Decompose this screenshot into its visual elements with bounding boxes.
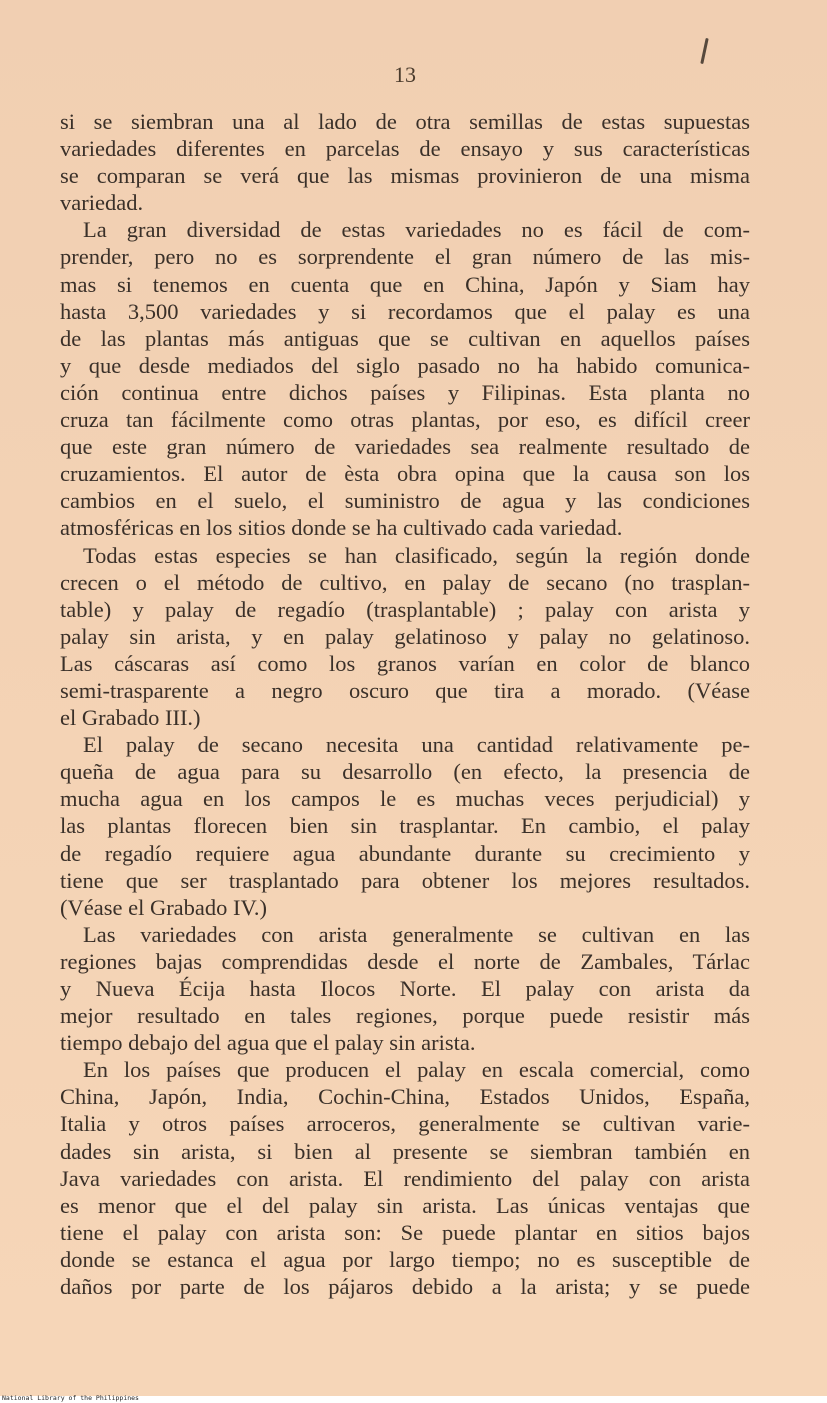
text-line: se comparan se verá que las mismas provinieron de una misma xyxy=(60,163,750,189)
text-line: hasta 3,500 variedades y si recordamos que el palay es una xyxy=(60,298,750,324)
text-line: que este gran número de variedades sea realmente resultado de xyxy=(60,434,750,460)
text-line: donde se estanca el agua por largo tiempo; no es susceptible de xyxy=(60,1246,750,1272)
text-line: ción continua entre dichos países y Filipinas. Esta planta no xyxy=(60,379,750,405)
text-line: Las cáscaras así como los granos varían en color de blanco xyxy=(60,650,750,676)
text-line: Java variedades con arista. El rendimiento del palay con arista xyxy=(60,1165,750,1191)
text-line: El palay de secano necesita una cantidad relativamente pe- xyxy=(83,732,750,758)
text-line: el Grabado III.) xyxy=(60,705,201,731)
body-text xyxy=(60,108,750,1300)
text-line: y que desde mediados del siglo pasado no ha habido comunica- xyxy=(60,352,750,378)
text-line: atmosféricas en los sitios donde se ha cultivado cada variedad. xyxy=(60,515,623,541)
text-line: regiones bajas comprendidas desde el norte de Zambales, Tárlac xyxy=(60,948,750,974)
text-line: queña de agua para su desarrollo (en efecto, la presencia de xyxy=(60,759,750,785)
text-line: cambios en el suelo, el suministro de agua y las condiciones xyxy=(60,488,750,514)
text-line: de las plantas más antiguas que se cultivan en aquellos países xyxy=(60,325,750,351)
text-line: tiene el palay con arista son: Se puede plantar en sitios bajos xyxy=(60,1219,750,1245)
text-line: En los países que producen el palay en escala comercial, como xyxy=(83,1057,750,1083)
page-number: 13 xyxy=(394,62,416,87)
text-line: semi-trasparente a negro oscuro que tira a morado. (Véase xyxy=(60,677,750,703)
text-line: las plantas florecen bien sin trasplantar. En cambio, el palay xyxy=(60,813,750,839)
text-line: mas si tenemos en cuenta que en China, Japón y Siam hay xyxy=(60,271,750,297)
text-line: palay sin arista, y en palay gelatinoso y palay no gelatinoso. xyxy=(60,623,750,649)
text-line: Todas estas especies se han clasificado, según la región donde xyxy=(83,542,750,568)
text-line: daños por parte de los pájaros debido a la arista; y se puede xyxy=(60,1274,750,1300)
library-credit: National Library of the Philippines xyxy=(2,1394,139,1402)
pencil-margin-mark xyxy=(700,38,708,64)
text-line: variedad. xyxy=(60,190,144,216)
text-line: crecen o el método de cultivo, en palay de secano (no trasplan- xyxy=(60,569,750,595)
text-line: si se siembran una al lado de otra semillas de estas supuestas xyxy=(60,109,750,134)
text-line: mucha agua en los campos le es muchas veces perjudicial) y xyxy=(60,786,750,812)
text-line: de regadío requiere agua abundante durante su crecimiento y xyxy=(60,840,750,866)
footer xyxy=(0,1396,827,1403)
text-line: (Véase el Grabado IV.) xyxy=(60,894,267,920)
text-line: variedades diferentes en parcelas de ensayo y sus características xyxy=(60,136,750,162)
text-line: La gran diversidad de estas variedades no es fácil de com- xyxy=(83,217,750,243)
text-line: y Nueva Écija hasta Ilocos Norte. El palay con arista da xyxy=(60,976,750,1001)
text-line: China, Japón, India, Cochin-China, Estados Unidos, España, xyxy=(60,1084,750,1110)
text-line: mejor resultado en tales regiones, porque puede resistir más xyxy=(60,1003,750,1029)
text-line: tiene que ser trasplantado para obtener los mejores resultados. xyxy=(60,867,750,893)
text-line: prender, pero no es sorprendente el gran número de las mis- xyxy=(60,244,750,270)
text-line: Italia y otros países arroceros, generalmente se cultivan varie- xyxy=(60,1111,750,1137)
text-line: es menor que el del palay sin arista. Las únicas ventajas que xyxy=(60,1192,750,1218)
text-line: dades sin arista, si bien al presente se siembran también en xyxy=(60,1138,750,1164)
text-line: cruza tan fácilmente como otras plantas, por eso, es difícil creer xyxy=(60,407,750,433)
text-line: cruzamientos. El autor de èsta obra opina que la causa son los xyxy=(60,461,750,487)
text-line: tiempo debajo del agua que el palay sin arista. xyxy=(60,1030,476,1056)
text-line: table) y palay de regadío (trasplantable) ; palay con arista y xyxy=(60,596,750,622)
text-line: Las variedades con arista generalmente se cultivan en las xyxy=(83,921,750,947)
